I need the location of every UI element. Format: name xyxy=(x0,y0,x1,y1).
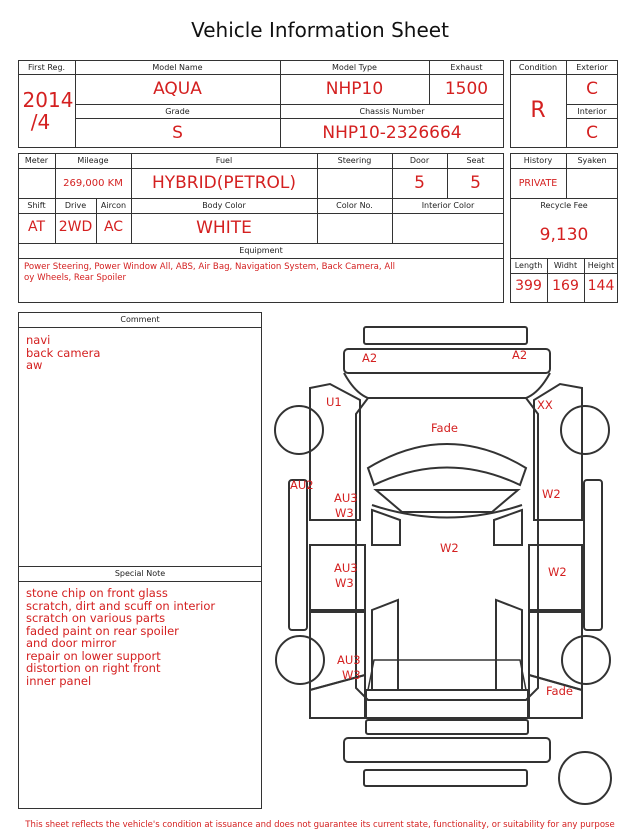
rear-window xyxy=(368,660,526,690)
door-value: 5 xyxy=(414,173,425,193)
length-value: 399 xyxy=(515,278,542,294)
seat-value: 5 xyxy=(470,173,481,193)
meter-label: Meter xyxy=(24,156,49,165)
chassis-number-label: Chassis Number xyxy=(359,107,425,116)
condition-value: R xyxy=(530,98,546,123)
right-c-pillar xyxy=(496,600,522,690)
drive-label: Drive xyxy=(64,201,87,210)
damage-mark: Fade xyxy=(431,421,458,435)
windshield xyxy=(368,444,526,485)
damage-mark: A2 xyxy=(512,348,528,362)
right-front-tire xyxy=(561,406,609,454)
chassis-number-value: NHP10-2326664 xyxy=(322,123,462,143)
recycle-fee-value: 9,130 xyxy=(539,225,589,245)
height-value: 144 xyxy=(587,278,615,294)
rear-garnish xyxy=(366,720,528,734)
exterior-value: C xyxy=(586,79,598,99)
left-a-pillar xyxy=(372,510,400,545)
damage-mark: W3 xyxy=(335,506,354,520)
equipment-label: Equipment xyxy=(239,246,283,255)
car-damage-diagram xyxy=(268,320,624,815)
body-color-label: Body Color xyxy=(202,201,246,210)
damage-mark: Fade xyxy=(546,684,573,698)
body-color-value: WHITE xyxy=(196,218,252,238)
first-reg-label: First Reg. xyxy=(27,63,66,72)
damage-mark: AU2 xyxy=(290,478,314,492)
model-type-value: NHP10 xyxy=(325,79,384,99)
rear-bumper xyxy=(364,770,527,786)
damage-mark: W2 xyxy=(440,541,459,555)
shift-value: AT xyxy=(27,219,46,235)
disclaimer-footer: This sheet reflects the vehicle's condition at issuance and does not guarantee its current state, functionality, or suitability for any purpose xyxy=(25,820,615,830)
right-a-pillar xyxy=(494,510,522,545)
fuel-value: HYBRID(PETROL) xyxy=(151,173,297,193)
model-type-label: Model Type xyxy=(332,63,377,72)
trunk-lid xyxy=(366,690,528,718)
page-title: Vehicle Information Sheet xyxy=(191,18,449,42)
damage-mark: U1 xyxy=(326,395,342,409)
condition-label: Condition xyxy=(518,63,558,72)
model-name-value: AQUA xyxy=(153,79,202,99)
first-reg-year: 2014 xyxy=(22,88,74,112)
history-label: History xyxy=(523,156,553,165)
damage-mark: A2 xyxy=(362,351,378,365)
color-no-label: Color No. xyxy=(336,201,373,210)
damage-mark: AU3 xyxy=(337,653,361,667)
equipment-value: Power Steering, Power Window All, ABS, Air Bag, Navigation System, Back Camera, All oy Wheels, Rear Spoiler xyxy=(24,262,396,283)
right-rear-tire xyxy=(562,636,610,684)
shift-label: Shift xyxy=(27,201,46,210)
special-note-text: stone chip on front glass scratch, dirt and scuff on interior scratch on various parts faded paint on rear spoiler and door mirror repair on lower support distortion on right front inner panel xyxy=(26,586,216,688)
rear-panel xyxy=(344,738,550,762)
fuel-label: Fuel xyxy=(215,156,233,165)
left-c-pillar xyxy=(372,600,398,690)
model-name-label: Model Name xyxy=(152,63,203,72)
right-side-skirt xyxy=(584,480,602,630)
damage-mark: AU3 xyxy=(334,491,358,505)
comment-text: navi back camera aw xyxy=(26,333,101,372)
front-bumper xyxy=(364,327,527,344)
mileage-value: 269,000 KM xyxy=(63,178,123,189)
damage-mark: W2 xyxy=(548,565,567,579)
damage-mark: W3 xyxy=(342,668,361,682)
exhaust-value: 1500 xyxy=(444,79,489,99)
width-value: 169 xyxy=(552,278,579,294)
seat-label: Seat xyxy=(466,156,485,165)
damage-mark: W2 xyxy=(542,487,561,501)
aircon-value: AC xyxy=(103,219,124,235)
mileage-label: Mileage xyxy=(77,156,109,165)
interior-value: C xyxy=(586,123,598,143)
recycle-fee-label: Recycle Fee xyxy=(540,201,588,210)
damage-mark: W3 xyxy=(335,576,354,590)
length-label: Length xyxy=(514,261,543,270)
exhaust-label: Exhaust xyxy=(450,63,483,72)
exterior-label: Exterior xyxy=(576,63,608,72)
door-label: Door xyxy=(409,156,430,165)
steering-label: Steering xyxy=(337,156,372,165)
left-front-tire xyxy=(275,406,323,454)
right-rear-door xyxy=(529,612,582,690)
interior-label: Interior xyxy=(577,107,607,116)
comment-label: Comment xyxy=(120,315,160,324)
height-label: Height xyxy=(587,261,615,270)
drive-value: 2WD xyxy=(58,219,93,235)
first-reg-month: /4 xyxy=(30,110,51,134)
left-rear-tire xyxy=(276,636,324,684)
aircon-label: Aircon xyxy=(100,201,127,210)
roof-front xyxy=(376,490,518,512)
right-headlight xyxy=(526,373,550,398)
history-value: PRIVATE xyxy=(518,178,558,189)
grade-value: S xyxy=(172,123,183,143)
damage-mark: AU3 xyxy=(334,561,358,575)
syaken-label: Syaken xyxy=(577,156,607,165)
width-label: Widht xyxy=(553,261,578,270)
left-side-skirt xyxy=(289,480,307,630)
damage-mark: XX xyxy=(537,398,553,412)
spare-tire xyxy=(559,752,611,804)
special-note-label: Special Note xyxy=(114,569,166,578)
grade-label: Grade xyxy=(165,107,190,116)
interior-color-label: Interior Color xyxy=(421,201,475,210)
